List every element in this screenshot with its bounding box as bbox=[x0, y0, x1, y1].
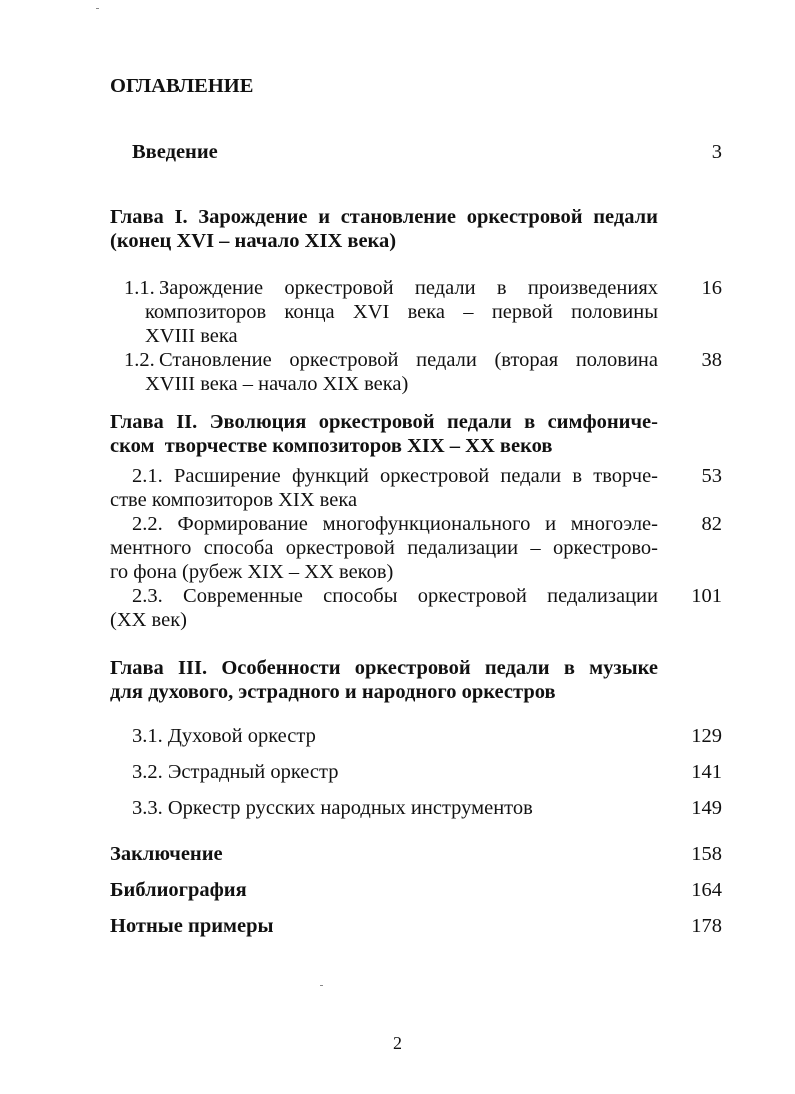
section-2-2-line-1: 2.2. Формирование многофункционального и многоэле- bbox=[132, 513, 658, 535]
section-3-2-title: 3.2. Эстрадный оркестр bbox=[132, 761, 339, 783]
scan-speck bbox=[320, 985, 323, 986]
toc-entry-intro-title: Введение bbox=[132, 141, 218, 163]
chapter-2-title-line-1: Глава II. Эволюция оркестровой педали в симфониче- bbox=[110, 411, 658, 433]
section-2-1-line-2: стве композиторов XIX века bbox=[110, 489, 358, 511]
section-2-1-page: 53 bbox=[701, 465, 722, 487]
chapter-2-title-line-2: ском творчестве композиторов XIX – XX веков bbox=[110, 435, 553, 457]
toc-entry-bibliography-page: 164 bbox=[691, 879, 722, 901]
section-2-2-line-3: го фона (рубеж XIX – XX веков) bbox=[110, 561, 394, 583]
section-1-1-number: 1.1. bbox=[124, 277, 155, 299]
toc-entry-conclusion-title: Заключение bbox=[110, 843, 223, 865]
scan-speck bbox=[96, 8, 99, 9]
toc-entry-music-examples-title: Нотные примеры bbox=[110, 915, 274, 937]
section-2-2-page: 82 bbox=[701, 513, 722, 535]
section-2-3-page: 101 bbox=[691, 585, 722, 607]
toc-entry-bibliography-title: Библиография bbox=[110, 879, 247, 901]
toc-entry-music-examples-page: 178 bbox=[691, 915, 722, 937]
chapter-1-title-line-1: Глава I. Зарождение и становление оркестровой педали bbox=[110, 206, 658, 228]
section-3-3-page: 149 bbox=[691, 797, 722, 819]
page-number: 2 bbox=[393, 1033, 402, 1053]
section-3-1-title: 3.1. Духовой оркестр bbox=[132, 725, 316, 747]
section-2-1-line-1: 2.1. Расширение функций оркестровой педали в творче- bbox=[132, 465, 658, 487]
section-3-2-page: 141 bbox=[691, 761, 722, 783]
section-1-2-line-1: Становление оркестровой педали (вторая половина bbox=[159, 349, 658, 371]
section-1-1-line-1: Зарождение оркестровой педали в произведениях bbox=[159, 277, 658, 299]
section-1-1-line-2: композиторов конца XVI века – первой половины bbox=[145, 301, 658, 323]
section-2-3-line-1: 2.3. Современные способы оркестровой педализации bbox=[132, 585, 658, 607]
section-2-3-line-2: (XX век) bbox=[110, 609, 188, 631]
chapter-3-title-line-1: Глава III. Особенности оркестровой педали в музыке bbox=[110, 657, 658, 679]
chapter-3-title-line-2: для духового, эстрадного и народного оркестров bbox=[110, 681, 556, 703]
section-1-2-line-2: XVIII века – начало XIX века) bbox=[145, 373, 409, 395]
section-1-2-number: 1.2. bbox=[124, 349, 155, 371]
toc-entry-conclusion-page: 158 bbox=[691, 843, 722, 865]
section-1-1-line-3: XVIII века bbox=[145, 325, 238, 347]
section-3-3-title: 3.3. Оркестр русских народных инструментов bbox=[132, 797, 533, 819]
section-1-2-page: 38 bbox=[701, 349, 722, 371]
toc-entry-intro-page: 3 bbox=[711, 141, 722, 163]
section-3-1-page: 129 bbox=[691, 725, 722, 747]
chapter-1-title-line-2: (конец XVI – начало XIX века) bbox=[110, 230, 397, 252]
section-1-1-page: 16 bbox=[701, 277, 722, 299]
section-2-2-line-2: ментного способа оркестровой педализации – оркестрово- bbox=[110, 537, 658, 559]
toc-heading: ОГЛАВЛЕНИЕ bbox=[110, 75, 254, 97]
